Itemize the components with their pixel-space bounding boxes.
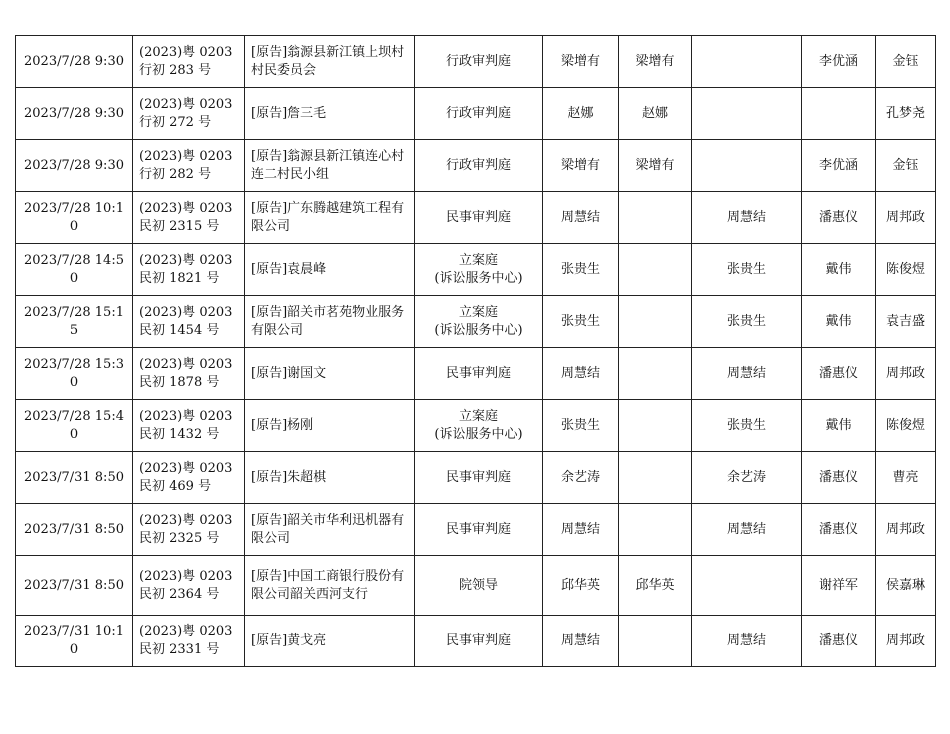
hearing-time: 2023/7/28 14:50 <box>24 252 124 286</box>
undertaking-judge-name: 周慧结 <box>726 365 766 381</box>
table-row <box>16 556 936 616</box>
case-number-suffix: 行初 283 号 <box>139 62 212 78</box>
department-name: 民事审判庭 <box>445 521 511 537</box>
juror-name: 潘惠仪 <box>818 469 858 485</box>
juror-cell <box>802 348 876 400</box>
party-cell <box>245 348 415 400</box>
clerk-cell <box>876 192 936 244</box>
hearing-time: 2023/7/28 9:30 <box>24 53 124 69</box>
undertaking-judge-name: 周慧结 <box>726 521 766 537</box>
judge-name: 赵娜 <box>567 105 594 121</box>
judge-cell <box>543 616 619 667</box>
department-cell <box>415 88 543 140</box>
hearing-time: 2023/7/28 10:10 <box>24 200 124 234</box>
hearing-time: 2023/7/28 9:30 <box>24 157 124 173</box>
hearing-time-cell <box>16 348 133 400</box>
hearing-time-cell <box>16 452 133 504</box>
juror-name: 潘惠仪 <box>818 365 858 381</box>
case-number-cell <box>133 504 245 556</box>
party-name: [原告]中国工商银行股份有限公司韶关西河支行 <box>251 568 405 602</box>
department-cell <box>415 244 543 296</box>
department-cell <box>415 616 543 667</box>
judge-name: 余艺涛 <box>560 469 600 485</box>
presiding-judge-cell <box>619 556 692 616</box>
clerk-cell <box>876 36 936 88</box>
clerk-cell <box>876 348 936 400</box>
schedule-body <box>16 36 936 667</box>
department-cell <box>415 504 543 556</box>
hearing-time-cell <box>16 88 133 140</box>
clerk-name: 孔梦尧 <box>885 105 925 121</box>
undertaking-judge-cell <box>692 504 802 556</box>
department-name: 民事审判庭 <box>445 209 511 225</box>
table-row <box>16 244 936 296</box>
juror-cell <box>802 192 876 244</box>
case-number-cell <box>133 140 245 192</box>
juror-name: 戴伟 <box>825 261 852 277</box>
judge-name: 邱华英 <box>560 577 600 593</box>
juror-name: 戴伟 <box>825 417 852 433</box>
hearing-time: 2023/7/28 9:30 <box>24 105 124 121</box>
hearing-time-cell <box>16 616 133 667</box>
case-number-cell <box>133 36 245 88</box>
judge-name: 张贵生 <box>560 417 600 433</box>
department-name: 民事审判庭 <box>445 469 511 485</box>
undertaking-judge-name: 张贵生 <box>726 261 766 277</box>
clerk-cell <box>876 452 936 504</box>
judge-cell <box>543 296 619 348</box>
clerk-name: 周邦政 <box>885 633 925 648</box>
department-name: 立案庭 <box>458 408 498 424</box>
juror-name: 潘惠仪 <box>818 521 858 537</box>
undertaking-judge-name: 周慧结 <box>726 633 766 648</box>
presiding-judge-cell <box>619 348 692 400</box>
clerk-name: 周邦政 <box>885 209 925 225</box>
hearing-time-cell <box>16 36 133 88</box>
clerk-name: 侯嘉琳 <box>885 577 925 593</box>
case-number-prefix: (2023)粤 0203 <box>139 356 233 372</box>
party-name: [原告]杨刚 <box>251 417 314 433</box>
undertaking-judge-cell <box>692 400 802 452</box>
hearing-schedule-table <box>15 35 936 667</box>
judge-cell <box>543 400 619 452</box>
case-number-suffix: 民初 2325 号 <box>139 530 220 546</box>
case-number-cell <box>133 88 245 140</box>
judge-cell <box>543 36 619 88</box>
case-number-suffix: 民初 1454 号 <box>139 322 220 338</box>
department-name: 民事审判庭 <box>445 365 511 381</box>
department-name: 立案庭 <box>458 252 498 268</box>
clerk-cell <box>876 88 936 140</box>
juror-name: 潘惠仪 <box>818 633 858 648</box>
department-name: 院领导 <box>458 577 498 593</box>
clerk-cell <box>876 400 936 452</box>
case-number-prefix: (2023)粤 0203 <box>139 200 233 216</box>
undertaking-judge-cell <box>692 452 802 504</box>
judge-cell <box>543 556 619 616</box>
case-number-prefix: (2023)粤 0203 <box>139 408 233 424</box>
party-cell <box>245 36 415 88</box>
case-number-cell <box>133 348 245 400</box>
party-name: [原告]韶关市华利迅机器有限公司 <box>251 512 405 546</box>
hearing-time-cell <box>16 244 133 296</box>
presiding-judge-cell <box>619 36 692 88</box>
hearing-time: 2023/7/31 8:50 <box>24 469 124 485</box>
case-number-prefix: (2023)粤 0203 <box>139 44 233 60</box>
juror-cell <box>802 400 876 452</box>
table-row <box>16 452 936 504</box>
undertaking-judge-cell <box>692 36 802 88</box>
department-subname: (诉讼服务中心) <box>434 426 523 442</box>
case-number-suffix: 民初 469 号 <box>139 478 212 494</box>
undertaking-judge-name: 余艺涛 <box>726 469 766 485</box>
department-name: 民事审判庭 <box>445 633 511 648</box>
presiding-judge-name: 邱华英 <box>635 577 675 593</box>
presiding-judge-cell <box>619 616 692 667</box>
hearing-time-cell <box>16 400 133 452</box>
party-cell <box>245 244 415 296</box>
party-name: [原告]谢国文 <box>251 365 327 381</box>
judge-name: 梁增有 <box>560 157 600 173</box>
hearing-time: 2023/7/31 10:10 <box>24 624 124 657</box>
juror-cell <box>802 140 876 192</box>
undertaking-judge-cell <box>692 616 802 667</box>
department-subname: (诉讼服务中心) <box>434 270 523 286</box>
department-cell <box>415 452 543 504</box>
department-cell <box>415 192 543 244</box>
hearing-time: 2023/7/31 8:50 <box>24 577 124 593</box>
case-number-suffix: 行初 282 号 <box>139 166 212 182</box>
juror-name: 李优涵 <box>818 157 858 173</box>
party-name: [原告]詹三毛 <box>251 105 327 121</box>
presiding-judge-name: 梁增有 <box>635 53 675 69</box>
department-name: 行政审判庭 <box>445 53 511 69</box>
presiding-judge-cell <box>619 504 692 556</box>
table-row <box>16 616 936 667</box>
table-row <box>16 348 936 400</box>
undertaking-judge-name: 周慧结 <box>726 209 766 225</box>
undertaking-judge-cell <box>692 192 802 244</box>
judge-cell <box>543 452 619 504</box>
party-name: [原告]翁源县新江镇连心村连二村民小组 <box>251 148 405 182</box>
department-name: 立案庭 <box>458 304 498 320</box>
table-row <box>16 36 936 88</box>
juror-name: 潘惠仪 <box>818 209 858 225</box>
juror-cell <box>802 504 876 556</box>
party-name: [原告]朱超棋 <box>251 469 327 485</box>
judge-name: 周慧结 <box>560 209 600 225</box>
judge-name: 周慧结 <box>560 521 600 537</box>
juror-cell <box>802 88 876 140</box>
clerk-cell <box>876 244 936 296</box>
party-cell <box>245 140 415 192</box>
clerk-name: 陈俊煜 <box>885 417 925 433</box>
juror-cell <box>802 296 876 348</box>
undertaking-judge-cell <box>692 296 802 348</box>
party-cell <box>245 88 415 140</box>
juror-cell <box>802 616 876 667</box>
presiding-judge-cell <box>619 88 692 140</box>
table-row <box>16 400 936 452</box>
party-name: [原告]袁晨峰 <box>251 261 327 277</box>
juror-cell <box>802 556 876 616</box>
case-number-suffix: 民初 1821 号 <box>139 270 220 286</box>
case-number-prefix: (2023)粤 0203 <box>139 96 233 112</box>
case-number-cell <box>133 244 245 296</box>
presiding-judge-name: 赵娜 <box>641 105 668 121</box>
undertaking-judge-name: 张贵生 <box>726 417 766 433</box>
clerk-cell <box>876 296 936 348</box>
case-number-suffix: 民初 1432 号 <box>139 426 220 442</box>
clerk-name: 曹亮 <box>892 469 919 485</box>
department-cell <box>415 400 543 452</box>
judge-name: 周慧结 <box>560 365 600 381</box>
party-cell <box>245 296 415 348</box>
case-number-prefix: (2023)粤 0203 <box>139 512 233 528</box>
presiding-judge-cell <box>619 140 692 192</box>
party-name: [原告]翁源县新江镇上坝村村民委员会 <box>251 44 405 78</box>
judge-cell <box>543 88 619 140</box>
hearing-time-cell <box>16 556 133 616</box>
judge-cell <box>543 504 619 556</box>
judge-name: 梁增有 <box>560 53 600 69</box>
judge-name: 张贵生 <box>560 313 600 329</box>
judge-cell <box>543 348 619 400</box>
clerk-cell <box>876 556 936 616</box>
case-number-cell <box>133 556 245 616</box>
case-number-cell <box>133 452 245 504</box>
department-subname: (诉讼服务中心) <box>434 322 523 338</box>
juror-name: 戴伟 <box>825 313 852 329</box>
party-cell <box>245 556 415 616</box>
hearing-time: 2023/7/31 8:50 <box>24 521 124 537</box>
judge-name: 张贵生 <box>560 261 600 277</box>
clerk-cell <box>876 140 936 192</box>
clerk-cell <box>876 616 936 667</box>
clerk-name: 袁吉盛 <box>885 313 925 329</box>
juror-cell <box>802 36 876 88</box>
juror-cell <box>802 244 876 296</box>
hearing-time-cell <box>16 192 133 244</box>
judge-name: 周慧结 <box>560 633 600 648</box>
hearing-time-cell <box>16 140 133 192</box>
undertaking-judge-cell <box>692 244 802 296</box>
case-number-prefix: (2023)粤 0203 <box>139 568 233 584</box>
case-number-cell <box>133 616 245 667</box>
table-row <box>16 192 936 244</box>
department-name: 行政审判庭 <box>445 105 511 121</box>
case-number-prefix: (2023)粤 0203 <box>139 252 233 268</box>
presiding-judge-cell <box>619 452 692 504</box>
case-number-prefix: (2023)粤 0203 <box>139 460 233 476</box>
case-number-suffix: 民初 2315 号 <box>139 218 220 234</box>
presiding-judge-name: 梁增有 <box>635 157 675 173</box>
hearing-time-cell <box>16 504 133 556</box>
undertaking-judge-name: 张贵生 <box>726 313 766 329</box>
presiding-judge-cell <box>619 244 692 296</box>
table-row <box>16 504 936 556</box>
case-number-prefix: (2023)粤 0203 <box>139 304 233 320</box>
clerk-name: 金钰 <box>892 53 919 69</box>
department-cell <box>415 140 543 192</box>
case-number-suffix: 行初 272 号 <box>139 114 212 130</box>
table-row <box>16 88 936 140</box>
table-row <box>16 296 936 348</box>
party-cell <box>245 192 415 244</box>
case-number-cell <box>133 192 245 244</box>
case-number-suffix: 民初 2364 号 <box>139 586 220 602</box>
presiding-judge-cell <box>619 192 692 244</box>
clerk-name: 周邦政 <box>885 521 925 537</box>
hearing-time-cell <box>16 296 133 348</box>
case-number-prefix: (2023)粤 0203 <box>139 624 233 639</box>
hearing-time: 2023/7/28 15:40 <box>24 408 124 442</box>
juror-name: 李优涵 <box>818 53 858 69</box>
clerk-name: 周邦政 <box>885 365 925 381</box>
case-number-suffix: 民初 1878 号 <box>139 374 220 390</box>
party-cell <box>245 400 415 452</box>
party-cell <box>245 452 415 504</box>
department-name: 行政审判庭 <box>445 157 511 173</box>
case-number-cell <box>133 400 245 452</box>
judge-cell <box>543 244 619 296</box>
party-cell <box>245 504 415 556</box>
presiding-judge-cell <box>619 296 692 348</box>
hearing-time: 2023/7/28 15:30 <box>24 356 124 390</box>
undertaking-judge-cell <box>692 348 802 400</box>
table-row <box>16 140 936 192</box>
case-number-suffix: 民初 2331 号 <box>139 642 220 657</box>
hearing-time: 2023/7/28 15:15 <box>24 304 124 338</box>
undertaking-judge-cell <box>692 556 802 616</box>
party-name: [原告]黄戈亮 <box>251 633 327 648</box>
juror-name: 谢祥军 <box>818 577 858 593</box>
party-name: [原告]韶关市茗苑物业服务有限公司 <box>251 304 405 338</box>
case-number-prefix: (2023)粤 0203 <box>139 148 233 164</box>
department-cell <box>415 36 543 88</box>
presiding-judge-cell <box>619 400 692 452</box>
party-name: [原告]广东腾越建筑工程有限公司 <box>251 200 405 234</box>
clerk-name: 金钰 <box>892 157 919 173</box>
case-number-cell <box>133 296 245 348</box>
department-cell <box>415 296 543 348</box>
undertaking-judge-cell <box>692 140 802 192</box>
clerk-name: 陈俊煜 <box>885 261 925 277</box>
department-cell <box>415 348 543 400</box>
judge-cell <box>543 192 619 244</box>
clerk-cell <box>876 504 936 556</box>
party-cell <box>245 616 415 667</box>
juror-cell <box>802 452 876 504</box>
undertaking-judge-cell <box>692 88 802 140</box>
judge-cell <box>543 140 619 192</box>
department-cell <box>415 556 543 616</box>
